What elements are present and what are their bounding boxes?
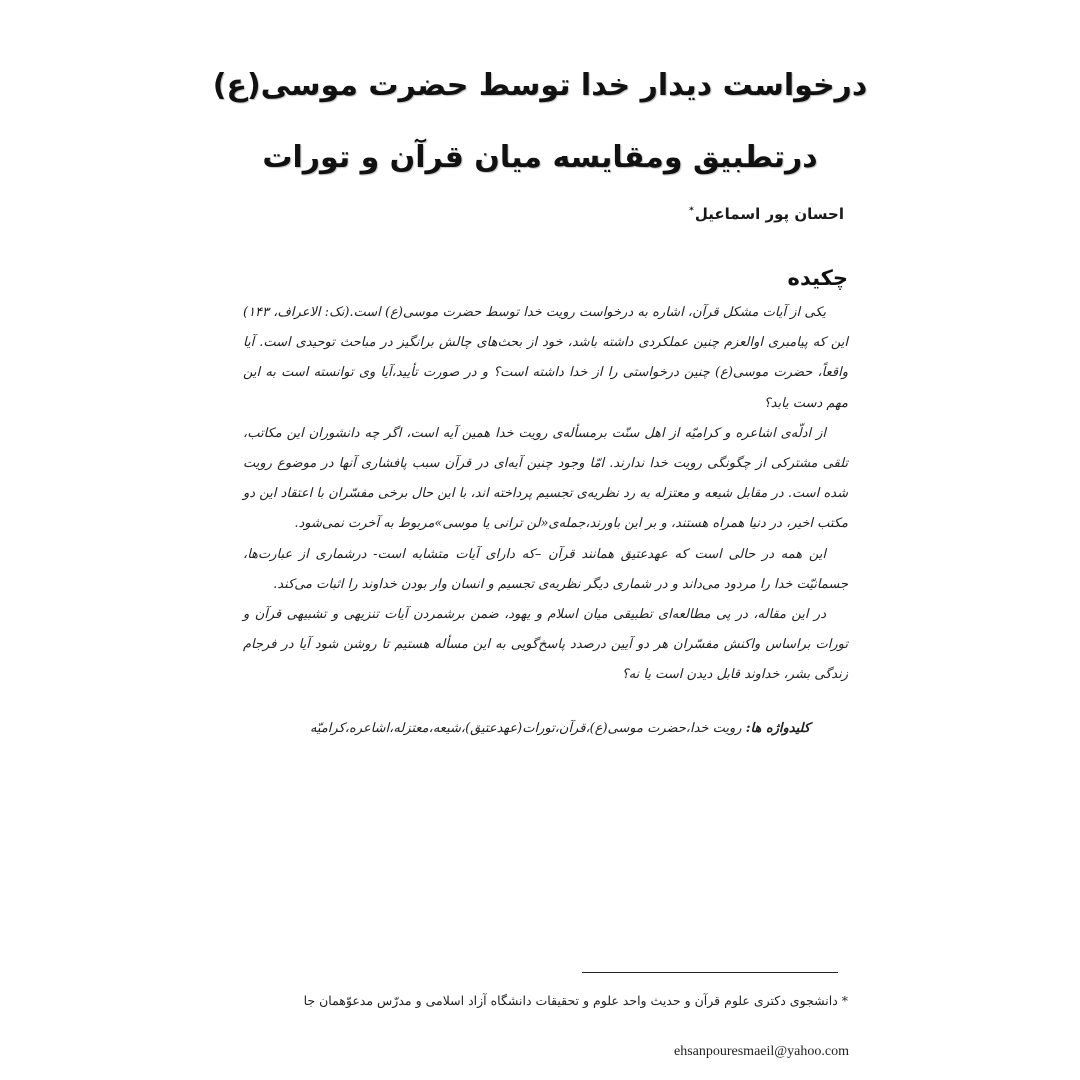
author-name [689,200,844,225]
footnote-divider [582,972,838,973]
footnote [270,988,848,1014]
abstract-paragraph-3: این همه در حالی است که عهدعتیق همانند قرآن –که دارای آیات متشابه است- درشماری از عبارت‌ها، جسمانیّت خدا را مردود می‌داند و در شماری دیگر نظریه‌ی تجسیم و انسان وار بودن خداوند را اثبات می‌کند. [243,546,848,592]
abstract-paragraph-1: یکی از آیات مشکل قرآن، اشاره به درخواست رویت خدا توسط حضرت موسی(ع) است.(نک: الاعراف، ۱۴۳) این که پیامبری اوالعزم چنین عملکردی داشته باشد، خود از بحث‌های چالش برانگیز در مباحث توحیدی است. آیا واقعاً، حضرت موسی(ع) چنین درخواستی را از خدا داشته است؟ و در صورت تأیید،آیا وی توانسته است به این مهم دست یابد؟ [243,305,848,411]
author-footnote-marker: * [689,206,694,216]
abstract-body [243,298,848,691]
abstract-heading: چکیده [787,266,848,290]
author-name-text: احسان پور اسماعیل [694,205,844,223]
abstract-paragraph-4: در این مقاله، در پی مطالعه‌ای تطبیقی میان اسلام و یهود، ضمن برشمردن آیات تنزیهی و تشبیهی قرآن و تورات براساس واکنش مفسّران هر دو آیین درصدد پاسخ‌گویی به این مسأله هستیم تا روشن شود آیا در فرجام زندگی بشر، خداوند قابل دیدن است یا نه؟ [243,607,848,683]
title-line-1: درخواست دیدار خدا توسط حضرت موسی(ع) [212,68,868,103]
title-line-2: درتطبیق ومقایسه میان قرآن و تورات [262,140,818,175]
footnote-text: * دانشجوی دکتری علوم قرآن و حدیث واحد علوم و تحقیقات دانشگاه آزاد اسلامی و مدرّس مدعوّهمان جا [303,993,848,1008]
author-email: ehsanpouresmaeil@yahoo.com [673,1044,849,1059]
keywords [300,718,820,740]
keywords-label: کلیدواژه ها: [745,721,811,736]
keywords-text: رویت خدا،حضرت موسی(ع)،قرآن،تورات(عهدعتیق)،شیعه،معتزله،اشاعره،کرامیّه [309,721,742,736]
abstract-paragraph-2: از ادلّه‌ی اشاعره و کرامیّه از اهل سنّت برمسأله‌ی رویت خدا همین آیه است، اگر چه دانشوران این مکاتب، تلقی مشترکی از چگونگی رویت خدا ندارند. امّا وجود چنین آیه‌ای در قرآن سبب پافشاری آنها در موضوع رویت شده است. در مقابل شیعه و معتزله به رد نظریه‌ی تجسیم پرداخته اند، با این حال برخی مفسّران با اعتقاد این دو مکتب اخیر، در دنیا همراه هستند، و بر این باورند،جمله‌ی«لن ترانی یا موسی»مربوط به آخرت نمی‌شود. [243,425,848,532]
